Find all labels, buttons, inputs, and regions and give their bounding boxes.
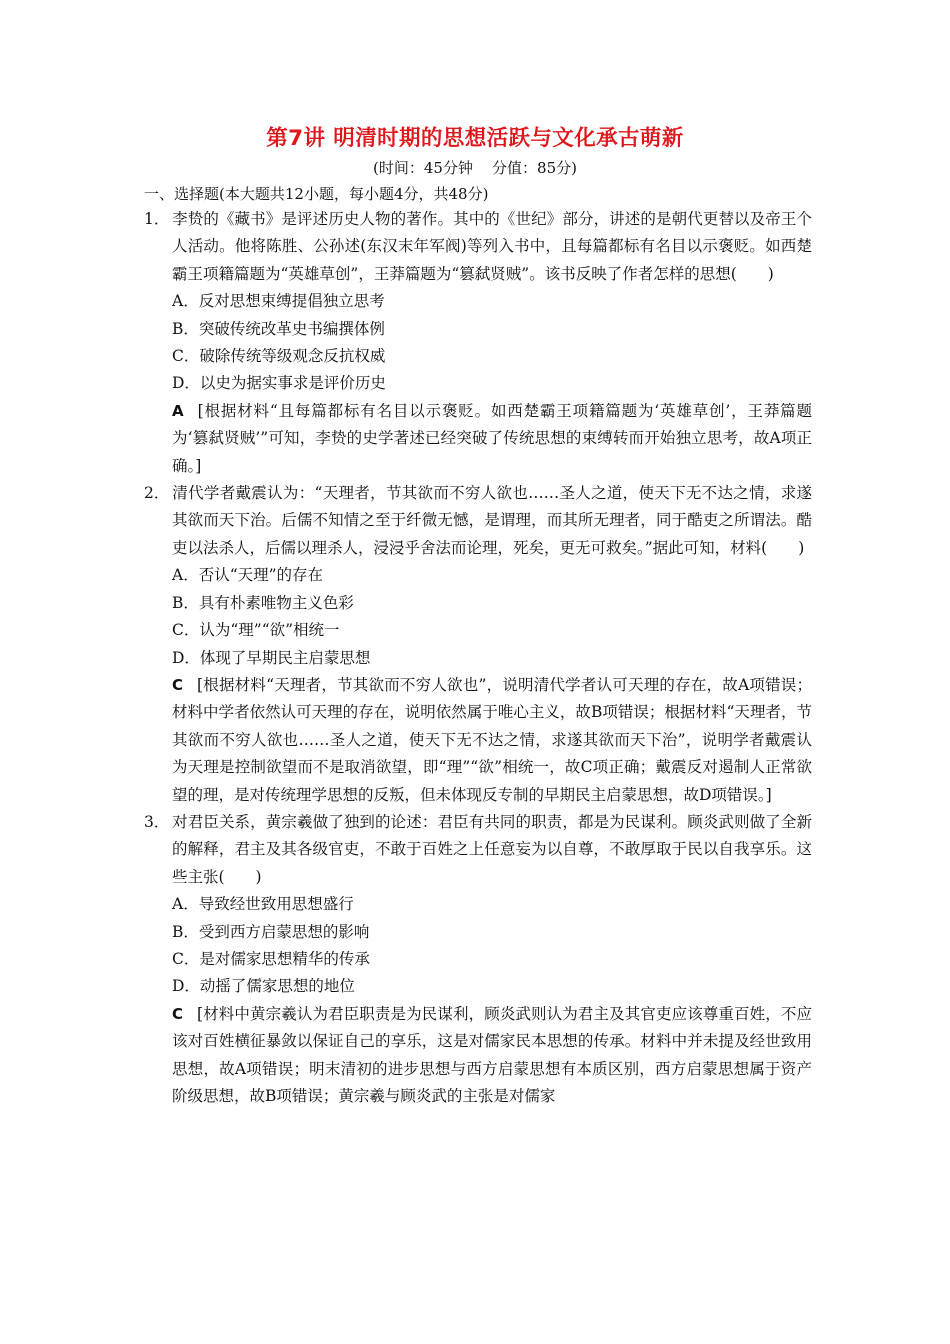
question-text: 清代学者戴震认为：“天理者，节其欲而不穷人欲也……圣人之道，使天下无不达之情，求遂其欲而天下治。后儒不知情之至于纤微无憾，是谓理，而其所无理者，同于酷吏之所谓法。酷吏以法杀人，后儒以理杀人，浸浸乎舍法而论理，死矣，更无可救矣。”据此可知，材料( ) [172, 484, 812, 557]
answer-explanation [144, 1001, 812, 1111]
answer-letter: C [172, 675, 184, 694]
question-stem [144, 480, 812, 562]
section-heading: 一、选择题(本大题共12小题，每小题4分，共48分) [144, 185, 489, 203]
option-d: D．动摇了儒家思想的地位 [172, 977, 355, 996]
explanation-text: [根据材料“天理者，节其欲而不穷人欲也”，说明清代学者认可天理的存在，故A项错误；材料中学者依然认可天理的存在，说明依然属于唯心主义，故B项错误；根据材料“天理者，节其欲而不穷人欲也……圣人之道，使天下无不达之情，求遂其欲而天下治”，说明学者戴震认为天理是控制欲望而不是取消欲望，即“理”“欲”相统一，故C项正确；戴震反对遏制人正常欲望的理，是对传统理学思想的反叛，但未体现反专制的早期民主启蒙思想，故D项错误。] [172, 675, 812, 804]
answer-letter: C [172, 1004, 184, 1023]
option-c: C．认为“理”“欲”相统一 [172, 621, 340, 640]
exam-meta: (时间：45分钟 分值：85分) [373, 159, 577, 177]
question-2 [144, 480, 812, 809]
explanation-text: [材料中黄宗羲认为君臣职责是为民谋利，顾炎武则认为君主及其官吏应该尊重百姓，不应该对百姓横征暴敛以保证自己的享乐，这是对儒家民本思想的传承。材料中并未提及经世致用思想，故A项错误；明末清初的进步思想与西方启蒙思想有本质区别，西方启蒙思想属于资产阶级思想，故B项错误；黄宗羲与顾炎武的主张是对儒家 [172, 1004, 812, 1105]
question-number: 3． [144, 812, 170, 831]
option-d: D．体现了早期民主启蒙思想 [172, 648, 371, 667]
option-a: A．反对思想束缚提倡独立思考 [172, 292, 385, 311]
option-d: D．以史为据实事求是评价历史 [172, 374, 386, 393]
questions-list [144, 206, 812, 1110]
option-a: A．导致经世致用思想盛行 [172, 895, 354, 914]
option-b: B．具有朴素唯物主义色彩 [172, 593, 354, 612]
option-b: B．突破传统改革史书编撰体例 [172, 319, 385, 338]
option-a: A．否认“天理”的存在 [172, 566, 324, 585]
question-number: 2． [144, 484, 170, 503]
option-c: C．是对儒家思想精华的传承 [172, 949, 370, 968]
question-3 [144, 809, 812, 1110]
question-text: 对君臣关系，黄宗羲做了独到的论述：君臣有共同的职责，都是为民谋利。顾炎武则做了全新的解释，君主及其各级官吏，不敢于百姓之上任意妄为以自尊，不敢厚取于民以自我享乐。这些主张( ) [172, 812, 812, 886]
answer-explanation [144, 672, 812, 809]
answer-letter: A [172, 401, 184, 420]
explanation-text: [根据材料“且每篇都标有名目以示褒贬。如西楚霸王项籍篇题为‘英雄草创’，王莽篇题为‘篡弑贤贼’”可知，李贽的史学著述已经突破了传统思想的束缚转而开始独立思考，故A项正确。] [172, 401, 812, 475]
page-title: 第7讲 明清时期的思想活跃与文化承古萌新 [266, 126, 684, 151]
question-stem [144, 206, 812, 288]
question-number: 1． [144, 210, 170, 228]
answer-explanation [144, 398, 812, 480]
question-1 [144, 206, 812, 480]
question-text: 李贽的《藏书》是评述历史人物的著作。其中的《世纪》部分，讲述的是朝代更替以及帝王个人活动。他将陈胜、公孙述(东汉末年军阀)等列入书中，且每篇都标有名目以示褒贬。如西楚霸王项籍篇题为“英雄草创”，王莽篇题为“篡弑贤贼”。该书反映了作者怎样的思想( ) [172, 210, 812, 283]
option-c: C．破除传统等级观念反抗权威 [172, 347, 386, 366]
question-stem [144, 809, 812, 891]
option-b: B．受到西方启蒙思想的影响 [172, 922, 370, 941]
